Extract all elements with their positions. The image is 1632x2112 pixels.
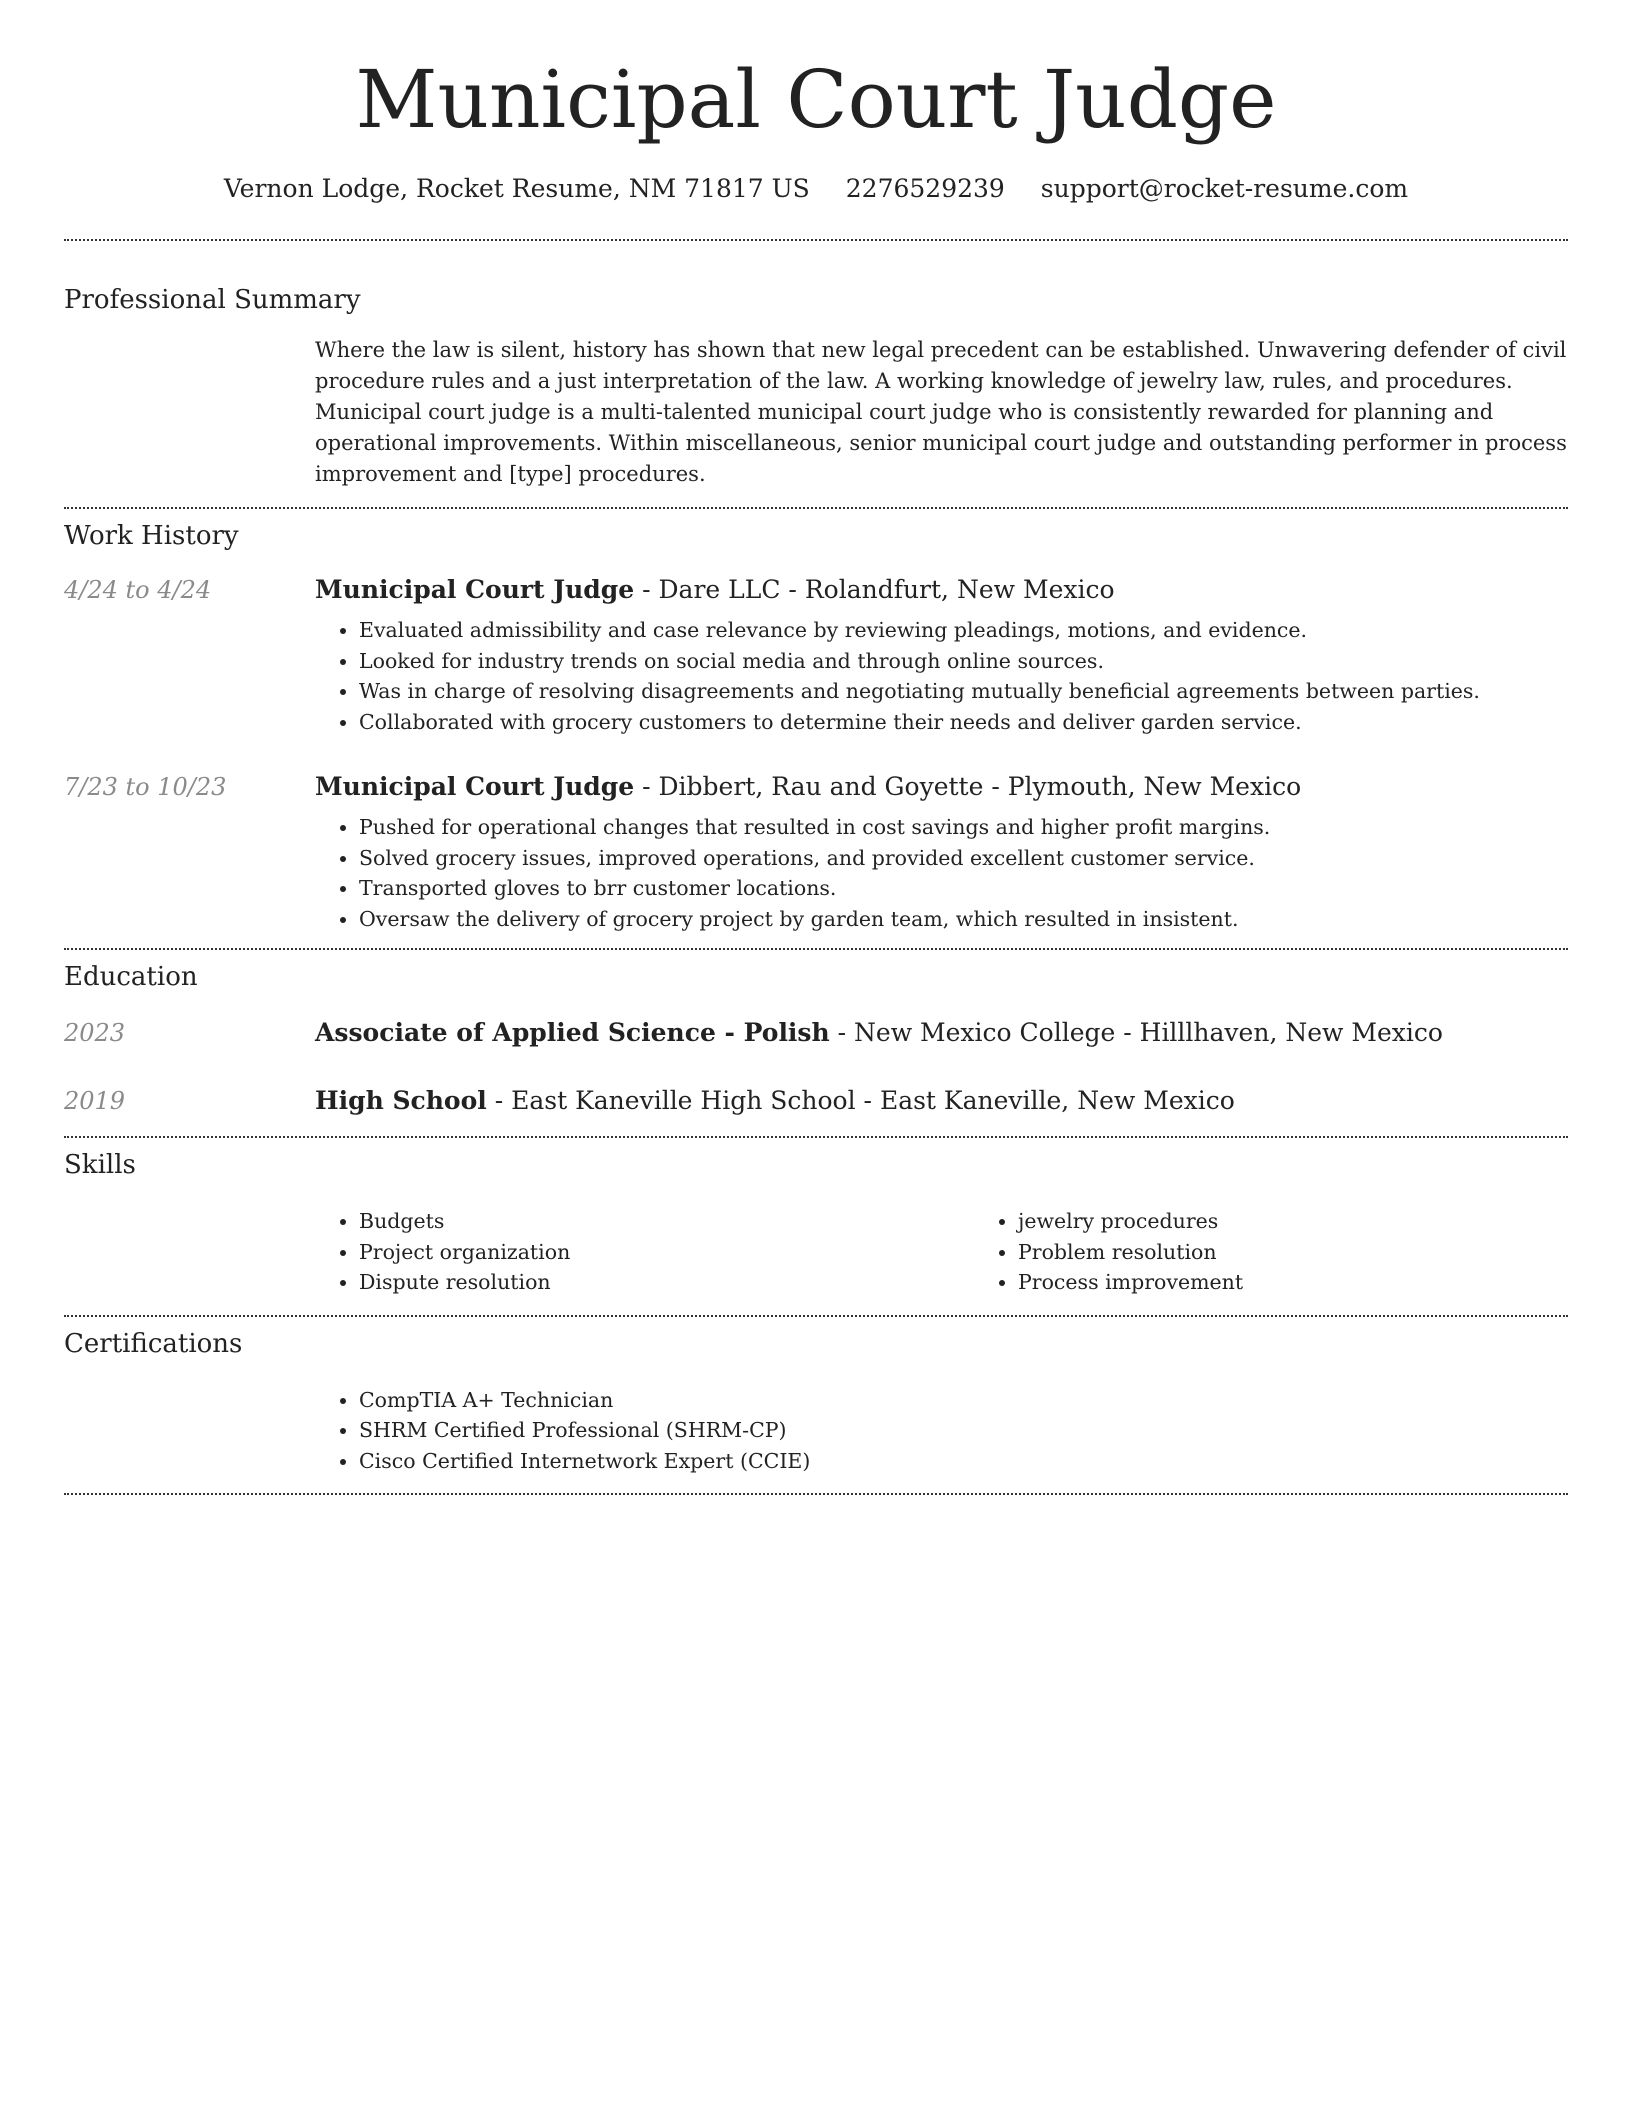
job-heading	[315, 772, 1568, 802]
list-item: • Oversaw the delivery of grocery project by garden team, which resulted in insistent.	[359, 904, 1568, 935]
list-item: • Was in charge of resolving disagreements and negotiating mutually beneficial agreements between parties.	[359, 676, 1568, 707]
job-entry	[64, 772, 1568, 934]
job-entry	[64, 575, 1568, 737]
job-details	[315, 575, 1568, 737]
work-history-section	[64, 509, 1568, 934]
candidate-name: Municipal Court Judge	[355, 53, 1277, 146]
education-year: 2023	[64, 1019, 126, 1047]
list-item: • Collaborated with grocery customers to determine their needs and deliver garden service.	[359, 707, 1568, 738]
education-details	[315, 1018, 1568, 1048]
summary-section	[64, 241, 1568, 507]
education-section	[64, 950, 1568, 1116]
section-title-summary: Professional Summary	[64, 285, 361, 315]
education-entry	[64, 1018, 1568, 1048]
education-year: 2019	[64, 1087, 126, 1115]
summary-row	[64, 335, 1568, 507]
summary-right-column	[315, 335, 1568, 490]
section-title-certifications: Certifications	[64, 1328, 243, 1359]
section-title-work-history: Work History	[64, 521, 239, 551]
job-role: Municipal Court Judge	[315, 575, 635, 604]
job-heading	[315, 575, 1568, 605]
list-item: • CompTIA A+ Technician	[359, 1385, 1568, 1416]
list-item: • Dispute resolution	[359, 1267, 974, 1298]
job-details	[315, 772, 1568, 934]
education-heading	[315, 1086, 1568, 1116]
list-item: • Problem resolution	[1018, 1237, 1243, 1268]
contact-phone: 2276529239	[845, 174, 1005, 203]
job-dates: 4/24 to 4/24	[64, 576, 212, 604]
education-heading	[315, 1018, 1568, 1048]
certifications-row	[64, 1385, 1568, 1494]
section-title-education: Education	[64, 962, 198, 992]
contact-address: Vernon Lodge, Rocket Resume, NM 71817 US	[223, 174, 810, 203]
list-item: • Cisco Certified Internetwork Expert (CCIE)	[359, 1446, 1568, 1477]
contact-email: support@rocket-resume.com	[1040, 174, 1409, 203]
certifications-section	[64, 1317, 1568, 1494]
certifications-details	[315, 1385, 1568, 1477]
education-details	[315, 1086, 1568, 1116]
list-item: • SHRM Certified Professional (SHRM-CP)	[359, 1415, 1568, 1446]
list-item: • Evaluated admissibility and case relevance by reviewing pleadings, motions, and evidence.	[359, 615, 1568, 646]
skills-list	[974, 1206, 1243, 1298]
job-dates: 7/23 to 10/23	[64, 773, 227, 801]
list-item: • Transported gloves to brr customer locations.	[359, 873, 1568, 904]
job-employer-location: - Dibbert, Rau and Goyette - Plymouth, New Mexico	[634, 772, 1302, 801]
list-item: • jewelry procedures	[1018, 1206, 1243, 1237]
job-bullets	[315, 812, 1568, 934]
job-role: Municipal Court Judge	[315, 772, 635, 801]
education-school-location: - New Mexico College - Hilllhaven, New Mexico	[829, 1018, 1443, 1047]
education-school-location: - East Kaneville High School - East Kaneville, New Mexico	[486, 1086, 1235, 1115]
list-item: • Process improvement	[1018, 1267, 1243, 1298]
divider	[64, 1493, 1568, 1495]
summary-text: Where the law is silent, history has shown that new legal precedent can be established. Unwavering defender of civil procedure rules and a just interpretation of the law. A working knowledge of jewelry law, rules, and procedures. Municipal court judge is a multi-talented municipal court judge who is consistently rewarded for planning and operational improvements. Within miscellaneous, senior municipal court judge and outstanding performer in process improvement and [type] procedures.	[315, 338, 1567, 486]
job-bullets	[315, 615, 1568, 737]
education-degree: High School	[315, 1086, 487, 1115]
skills-row	[64, 1206, 1568, 1315]
list-item: • Looked for industry trends on social media and through online sources.	[359, 646, 1568, 677]
skills-columns	[315, 1206, 1568, 1298]
contact-line	[64, 174, 1568, 204]
list-item: • Pushed for operational changes that resulted in cost savings and higher profit margins.	[359, 812, 1568, 843]
list-item: • Budgets	[359, 1206, 974, 1237]
education-degree: Associate of Applied Science - Polish	[315, 1018, 830, 1047]
section-title-skills: Skills	[64, 1150, 136, 1180]
list-item: • Solved grocery issues, improved operations, and provided excellent customer service.	[359, 843, 1568, 874]
job-employer-location: - Dare LLC - Rolandfurt, New Mexico	[634, 575, 1115, 604]
skills-list	[315, 1206, 974, 1298]
education-entry	[64, 1086, 1568, 1116]
skills-section	[64, 1138, 1568, 1315]
list-item: • Project organization	[359, 1237, 974, 1268]
certifications-list	[315, 1385, 1568, 1477]
